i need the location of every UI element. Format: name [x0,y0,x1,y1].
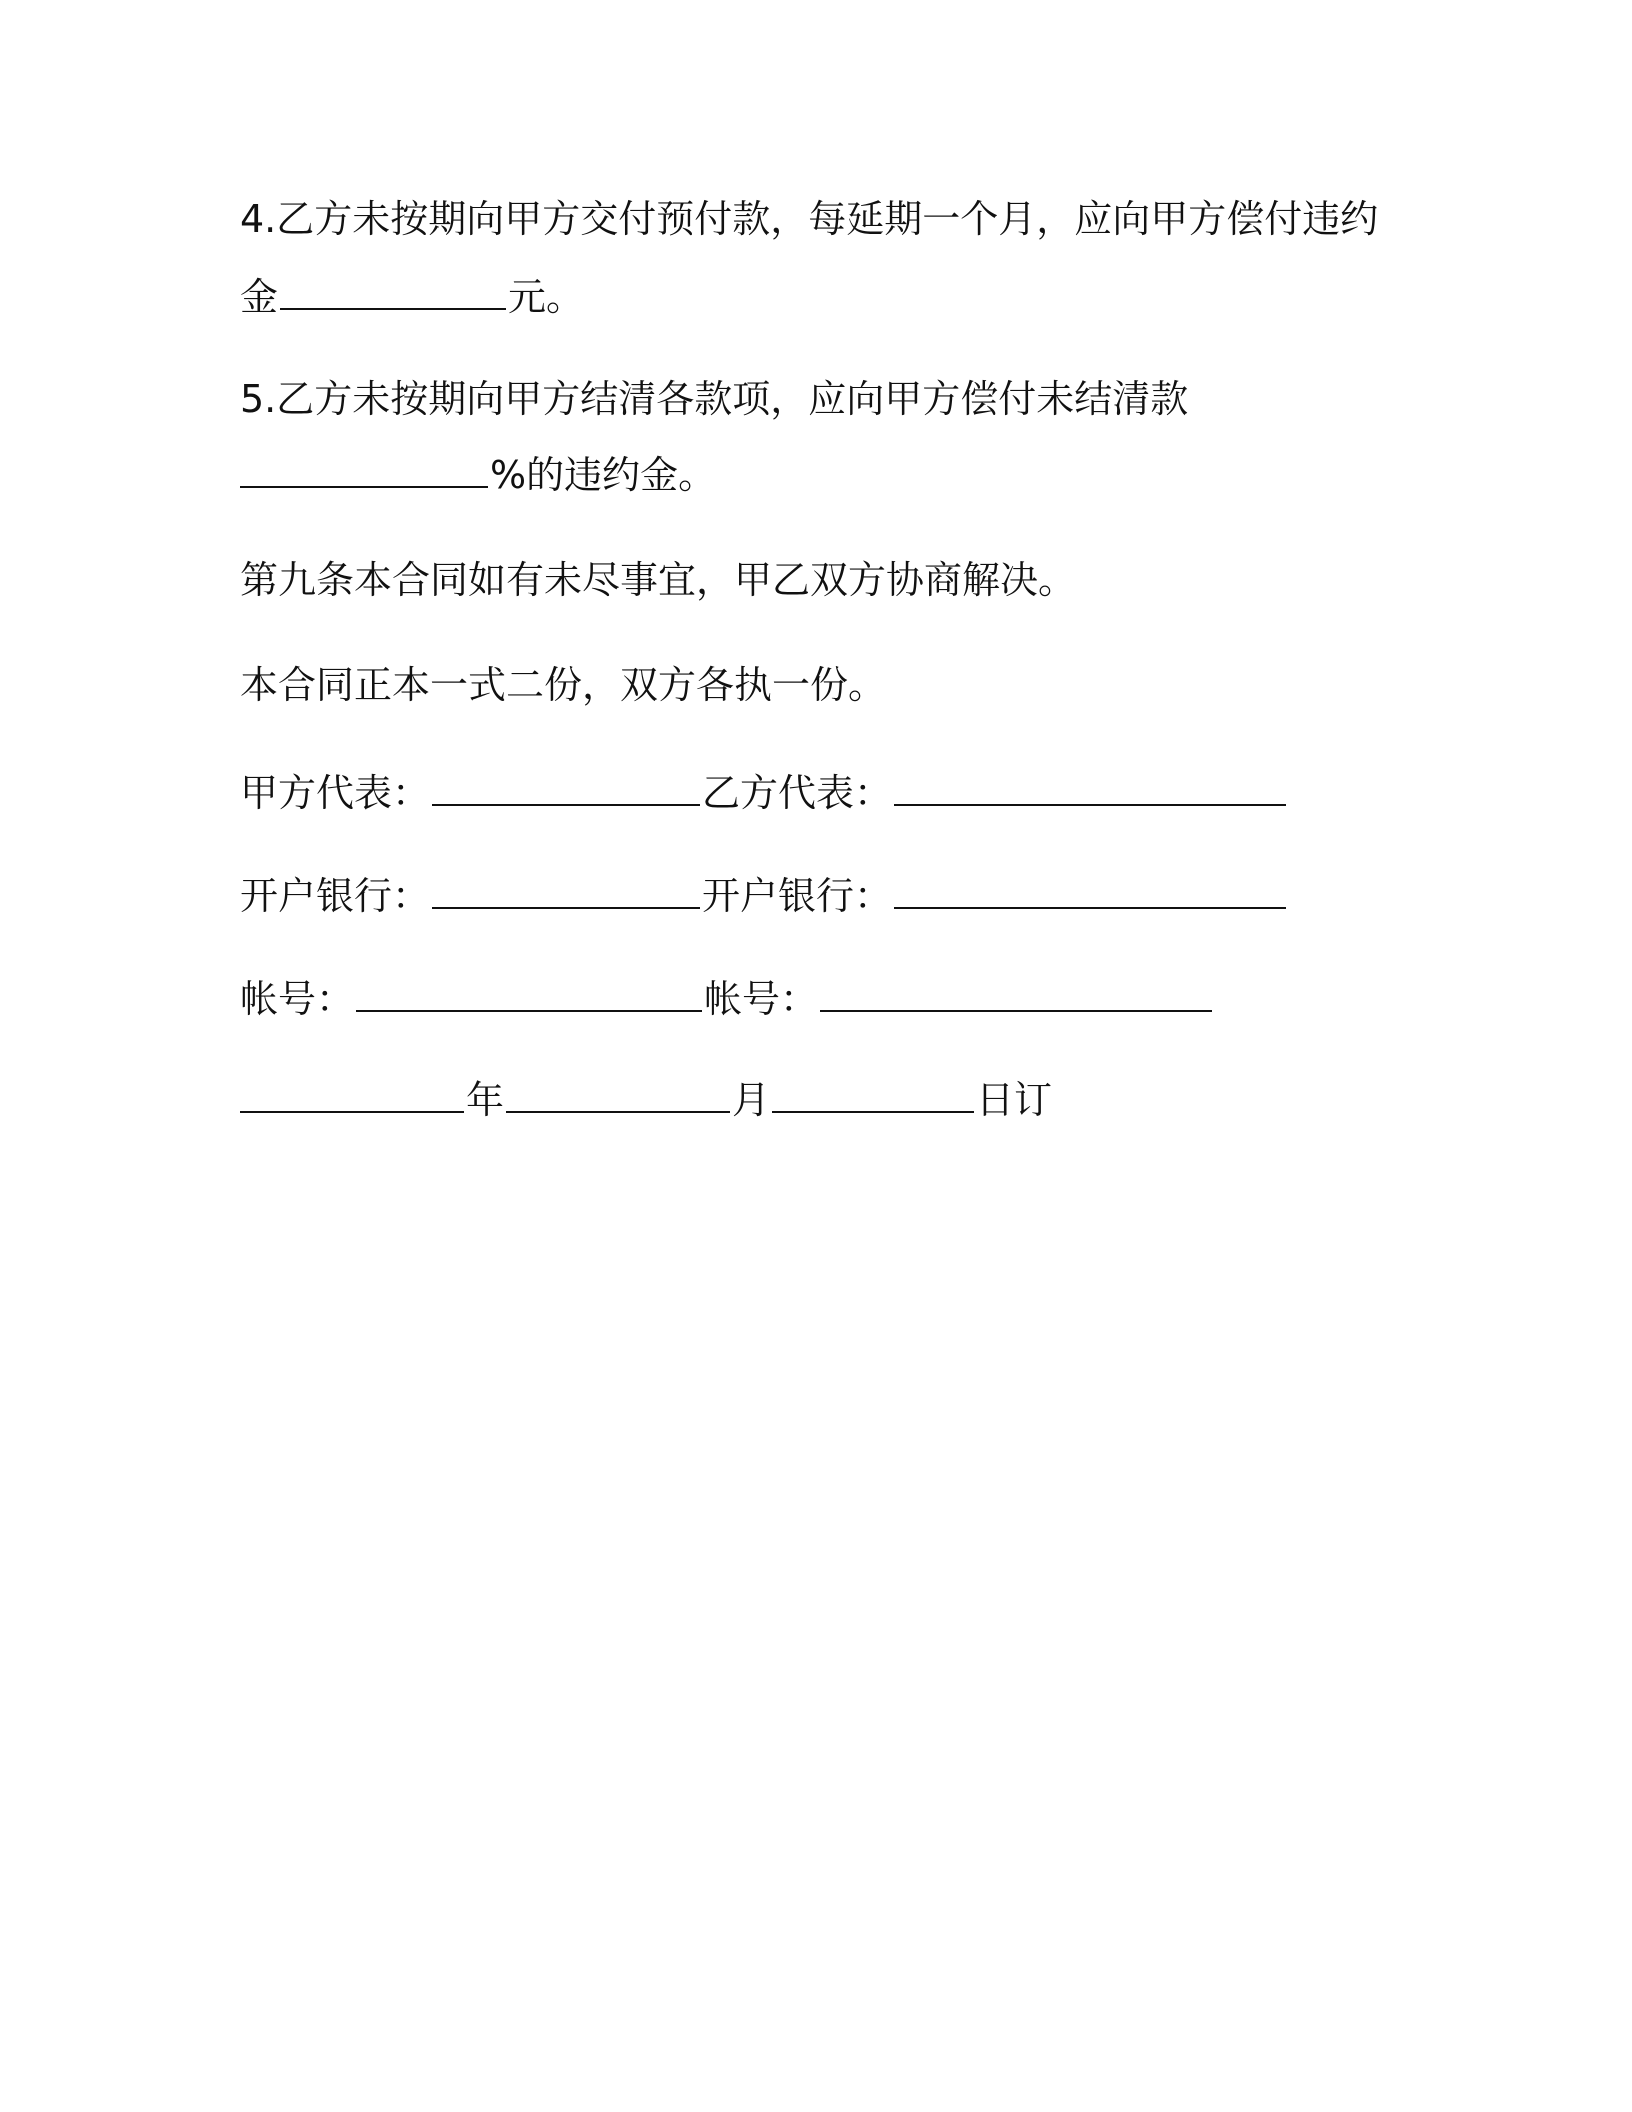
day-label: 日订 [976,1078,1053,1122]
account-b-label: 帐号： [704,977,819,1021]
party-a-rep-blank[interactable] [432,770,700,806]
account-a-blank[interactable] [356,976,702,1012]
penalty-amount-blank[interactable] [280,274,506,310]
party-b-rep-label: 乙方代表： [702,771,893,815]
clause-5-line-1 [240,374,1188,424]
clause-4-line-2 [240,272,584,322]
clause-5-suffix: %的违约金。 [490,453,717,497]
article-9-text: 第九条本合同如有未尽事宜，甲乙双方协商解决。 [240,558,1077,602]
year-blank[interactable] [240,1077,464,1113]
month-blank[interactable] [506,1077,730,1113]
copies-text: 本合同正本一式二份，双方各执一份。 [240,663,887,707]
bank-line [240,871,1288,921]
clause-5-line-2 [240,450,716,500]
bank-b-blank[interactable] [894,873,1286,909]
party-a-rep-label: 甲方代表： [240,771,431,815]
clause-4-unit: 元。 [508,275,585,319]
account-line [240,974,1214,1024]
party-b-rep-blank[interactable] [894,770,1286,806]
account-a-label: 帐号： [240,977,355,1021]
clause-4-line-1 [240,194,1378,244]
bank-a-blank[interactable] [432,873,700,909]
bank-b-label: 开户银行： [702,874,893,918]
clause-4-text: 4.乙方未按期向甲方交付预付款，每延期一个月，应向甲方偿付违约 [240,197,1379,241]
penalty-percent-blank[interactable] [240,452,488,488]
clause-5-text: 5.乙方未按期向甲方结清各款项，应向甲方偿付未结清款 [240,377,1189,421]
year-label: 年 [466,1078,505,1122]
day-blank[interactable] [772,1077,974,1113]
account-b-blank[interactable] [820,976,1212,1012]
date-line [240,1075,1052,1125]
clause-4-penalty-label: 金 [240,275,279,319]
representatives-line [240,768,1288,818]
month-label: 月 [732,1078,771,1122]
copies-clause [240,660,886,710]
bank-a-label: 开户银行： [240,874,431,918]
article-9 [240,555,1076,605]
